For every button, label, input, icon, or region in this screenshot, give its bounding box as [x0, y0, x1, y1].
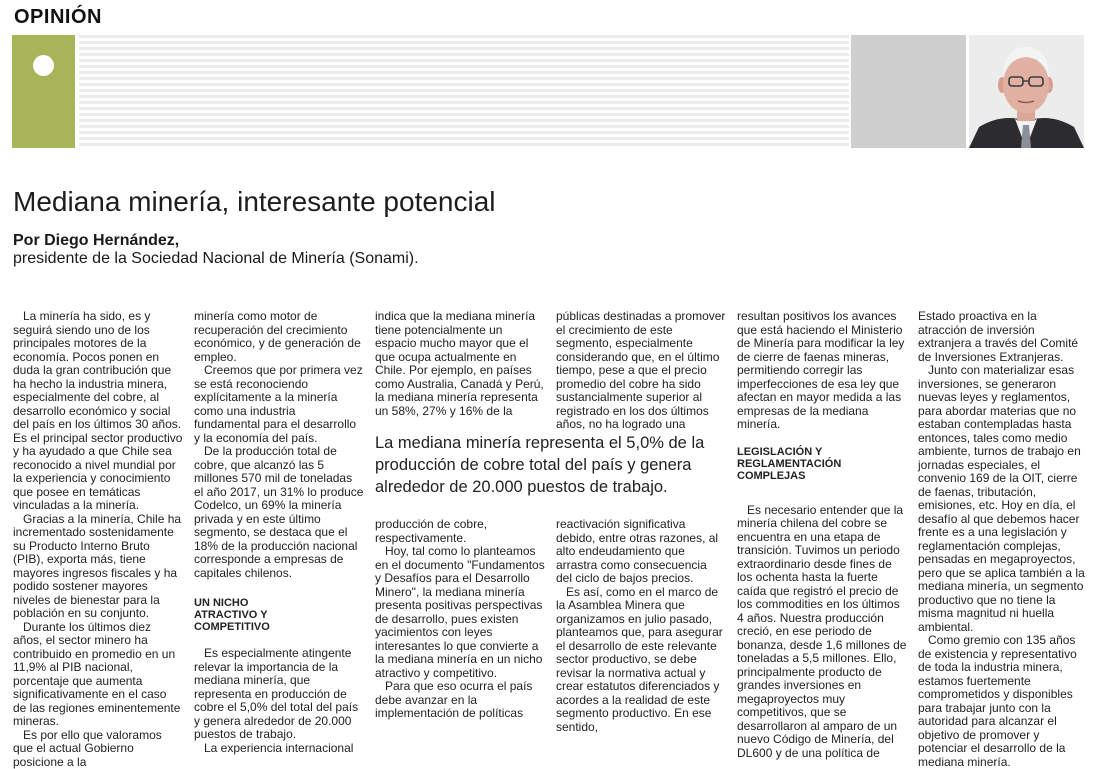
paragraph: minería como motor de recuperación del crecimiento económico, y de generación de empleo.	[194, 310, 364, 364]
green-block	[12, 35, 75, 148]
pull-quote: La mediana minería representa el 5,0% de la producción de cobre total del país y genera alrededor de 20.000 puestos de trabajo.	[375, 432, 725, 498]
subheading: LEGISLACIÓN Y REGLAMENTACIÓN COMPLEJAS	[737, 446, 857, 482]
paragraph: Es especialmente atingente relevar la importancia de la mediana minería, que representa en producción de cobre el 5,0% del total del país y genera alrededor de 20.000 puestos de trabajo.	[194, 647, 364, 742]
header-banner	[12, 35, 1084, 148]
column-2	[194, 310, 364, 755]
column-4-bottom	[556, 518, 726, 734]
column-3-bottom	[375, 518, 545, 721]
column-5	[737, 310, 909, 760]
paragraph: Creemos que por primera vez se está reconociendo explícitamente a la minería como una industria fundamental para el desarrollo y la economía del país.	[194, 364, 364, 445]
paragraph: producción de cobre, respectivamente.	[375, 518, 545, 545]
column-1	[13, 310, 183, 769]
dot-icon	[33, 55, 54, 76]
gray-block	[851, 35, 966, 148]
striped-band	[79, 35, 849, 148]
byline-author: Por Diego Hernández,	[13, 232, 179, 250]
column-6	[918, 310, 1088, 769]
paragraph: Es así, como en el marco de la Asamblea Minera que organizamos en julio pasado, planteamos que, para asegurar el desarrollo de este relevante sector productivo, se debe revisar la normativa actual y crear estatutos diferenciados y acordes a la realidad de este segmento productivo. En ese sentido,	[556, 586, 726, 735]
subheading: UN NICHO ATRACTIVO Y COMPETITIVO	[194, 597, 284, 633]
column-3-top	[375, 310, 545, 418]
section-label: OPINIÓN	[14, 6, 102, 29]
byline-role: presidente de la Sociedad Nacional de Minería (Sonami).	[13, 250, 419, 268]
author-photo	[969, 35, 1084, 148]
column-4-top	[556, 310, 726, 432]
paragraph: De la producción total de cobre, que alcanzó las 5 millones 570 mil de toneladas el año 2017, un 31% lo produce Codelco, un 69% la minería privada y en este último segmento, se destaca que el 18% de la producción nacional corresponde a empresas de capitales chilenos.	[194, 445, 364, 580]
paragraph: Durante los últimos diez años, el sector minero ha contribuido en promedio en un 11,9% al PIB nacional, porcentaje que aumenta significativamente en el caso de las regiones eminentemente mineras.	[13, 621, 183, 729]
paragraph: Gracias a la minería, Chile ha incrementado sostenidamente su Producto Interno Bruto (PIB), exporta más, tiene mayores ingresos fiscales y ha podido sostener mayores niveles de bienestar para la población en su conjunto.	[13, 513, 183, 621]
paragraph: Hoy, tal como lo planteamos en el documento "Fundamentos y Desafíos para el Desarrollo Minero", la mediana minería presenta positivas perspectivas de desarrollo, pues existen yacimientos con leyes interesantes lo que convierte a la mediana minería en un nicho atractivo y competitivo.	[375, 545, 545, 680]
paragraph: Como gremio con 135 años de existencia y representativo de toda la industria minera, estamos fuertemente comprometidos y disponibles para trabajar junto con la autoridad para alcanzar el objetivo de promover y potenciar el desarrollo de la mediana minería.	[918, 634, 1088, 769]
paragraph: Estado proactiva en la atracción de inversión extranjera a través del Comité de Inversiones Extranjeras.	[918, 310, 1088, 364]
article-title: Mediana minería, interesante potencial	[13, 186, 496, 218]
paragraph: públicas destinadas a promover el crecimiento de este segmento, especialmente considerando que, en el último tiempo, pese a que el precio promedio del cobre ha sido sustancialmente superior al registrado en los dos últimos años, no ha logrado una	[556, 310, 726, 432]
paragraph: indica que la mediana minería tiene potencialmente un espacio mucho mayor que el que ocupa actualmente en Chile. Por ejemplo, en países como Australia, Canadá y Perú, la mediana minería representa un 58%, 27% y 16% de la	[375, 310, 545, 418]
paragraph: reactivación significativa debido, entre otras razones, al alto endeudamiento que arrastra como consecuencia del ciclo de bajos precios.	[556, 518, 726, 586]
paragraph: Es por ello que valoramos que el actual Gobierno posicione a la	[13, 729, 183, 769]
paragraph: La experiencia internacional	[194, 742, 364, 756]
paragraph: Junto con materializar esas inversiones, se generaron nuevas leyes y reglamentos, para abordar materias que no estaban contempladas hasta entonces, tales como medio ambiente, turnos de trabajo en jornadas especiales, el convenio 169 de la OIT, cierre de faenas, tributación, emisiones, etc. Hoy en día, el desafío al que debemos hacer frente es a una legislación y reglamentación complejas, pensadas en megaproyectos, pero que se aplica también a la mediana minería, un segmento productivo que no tiene la misma magnitud ni huella ambiental.	[918, 364, 1088, 634]
paragraph: resultan positivos los avances que está haciendo el Ministerio de Minería para modificar la ley de cierre de faenas mineras, permitiendo corregir las imperfecciones de esa ley que afectan en mayor medida a las empresas de la mediana minería.	[737, 310, 909, 432]
paragraph: Es necesario entender que la minería chilena del cobre se encuentra en una etapa de transición. Tuvimos un periodo extraordinario desde fines de los ochenta hasta la fuerte caída que registró el precio de los commodities en los últimos 4 años. Nuestra producción creció, en ese periodo de bonanza, desde 1,6 millones de toneladas a 5,5 millones. Ello, principalmente producto de grandes inversiones en megaproyectos muy competitivos, que se desarrollaron al amparo de un nuevo Código de Minería, del DL600 y de una política de	[737, 504, 909, 761]
paragraph: La minería ha sido, es y seguirá siendo uno de los principales motores de la economía. Pocos ponen en duda la gran contribución que ha hecho la industria minera, especialmente del cobre, al desarrollo económico y social del país en los últimos 30 años. Es el principal sector productivo y ha ayudado a que Chile sea reconocido a nivel mundial por la experiencia y conocimiento que posee en temáticas vinculadas a la minería.	[13, 310, 183, 513]
paragraph: Para que eso ocurra el país debe avanzar en la implementación de políticas	[375, 680, 545, 721]
